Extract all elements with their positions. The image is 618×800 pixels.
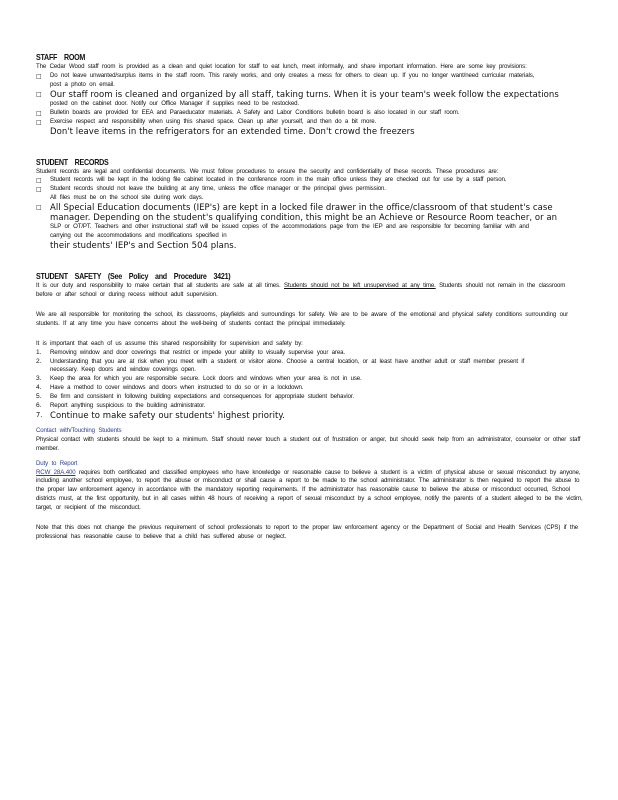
checkbox-bullet-icon: □ [36, 204, 42, 212]
rcw-link[interactable]: RCW 28A.400 [36, 468, 76, 476]
staff-room-section [36, 52, 584, 137]
list-item: □ Do not leave unwanted/surplus items in the staff room. This rarely works, and only creates a mess for others to clean up. If you no longer want/need curricular materials, post a photo on email. [36, 71, 535, 88]
contact-paragraph: Physical contact with students should be kept to a minimum. Staff should never touch a student out of frustration or anger, but should seek help from an administrator, counselor or other staff member. [36, 435, 581, 452]
student-safety-section [36, 271, 584, 542]
checkbox-bullet-icon: □ [36, 186, 42, 194]
student-records-section [36, 157, 584, 252]
list-item: 3. Keep the area for which you are responsible secure. Lock doors and windows when your area is not in use. [36, 375, 362, 383]
safety-paragraph-3: It is important that each of us assume this shared responsibility for supervision and safety by: [36, 339, 303, 347]
list-item: 6. Report anything suspicious to the building administrator. [36, 402, 206, 410]
student-records-heading: STUDENT RECORDS [36, 156, 109, 167]
list-item: □ Bulletin boards are provided for EEA and Paraeducator materials. A Safety and Labor Conditions bulletin board is also located in our staff room. [36, 108, 460, 117]
safety-paragraph-2: We are all responsible for monitoring the school, its classrooms, playfields and surroundings for safety. We are to be aware of the emotional and physical safety conditions surrounding our students. If at any time you have concerns about the well-being of students contact the principal immediately. [36, 310, 569, 327]
list-item: 2. Understanding that you are at risk when you meet with a student or visitor alone. Choose a central location, or at least have another adult or staff member present if necessary. Keep doors and window coverings open. [36, 357, 525, 374]
duty-paragraph: RCW 28A.400 requires both certificated and classified employees who have knowledge or reasonable cause to believe a student is a victim of physical abuse or sexual misconduct by anyone, including another school employee, to report the abuse or misconduct or shall cause a report to be made to the school administrator. The administrator is then required to report the abuse to the proper law enforcement agency in accordance with the mandatory reporting requirements. If the administrator has reasonable cause to believe the abuse or misconduct occurred, School districts must, at the first opportunity, but in all cases within 48 hours of receiving a report of sexual misconduct by a school employee, notify the parents of a student alleged to be the victim, target, or recipient of the misconduct. [36, 468, 583, 512]
checkbox-bullet-icon: □ [36, 72, 42, 80]
list-item: □ All Special Education documents (IEP's) are kept in a locked file drawer in the office/classroom of that student's case manager. Depending on the student's qualifying condition, this might be an Achieve or Resource Room teacher, or an SLP or OT/PT. Teachers and other instructional staff will be issued copies of the accommodations page from the IEP and are responsible for becoming familiar with and carrying out the accommodations and modifications specified in their students' IEP's and Section 504 plans. [36, 203, 558, 252]
staff-room-intro: The Cedar Wood staff room is provided as a clean and quiet location for staff to eat lunch, meet informally, and share important information. Here are some key provisions: [36, 63, 527, 70]
list-item: □ Student records should not leave the building at any time, unless the office manager or the principal gives permission. All files must be on the school site during work days. [36, 185, 386, 202]
list-item: □ Student records will be kept in the locking file cabinet located in the conference room in the main office unless they are checked out for use by a staff person. [36, 176, 507, 185]
list-item: □ Exercise respect and responsibility when using this shared space. Clean up after yourself, and then do a bit more. Don't leave items in the refrigerators for an extended time. Don't crowd the freezers [36, 117, 415, 137]
list-item: □ Our staff room is cleaned and organized by all staff, taking turns. When it is your team's week follow the expectations posted on the cabinet door. Notify our Office Manager if supplies need to be restocked. [36, 89, 559, 107]
list-item: 1. Removing window and door coverings that restrict or impede your ability to visually supervise your area. [36, 348, 345, 356]
student-safety-heading: STUDENT SAFETY (See Policy and Procedure 3421) [36, 271, 231, 282]
list-item: 5. Be firm and consistent in following building expectations and consequences for appropriate student behavior. [36, 393, 354, 401]
contact-heading: Contact with/Touching Students [36, 426, 122, 434]
safety-paragraph-1: It is our duty and responsibility to make certain that all students are safe at all times. Students should not be left unsupervised at any time. Students should not remain in the classroom before or after school or during recess without adult supervision. [36, 282, 566, 298]
checkbox-bullet-icon: □ [36, 90, 42, 98]
document-page [36, 52, 584, 542]
student-records-intro: Student records are legal and confidential documents. We must follow procedures to ensure the security and confidentiality of these records. These procedures are: [36, 167, 499, 175]
list-item: 4. Have a method to cover windows and doors when instructed to do so or in a lockdown. [36, 384, 304, 392]
note-paragraph: Note that this does not change the previous requirement of school professionals to report to the proper law enforcement agency or the Department of Social and Health Services (CPS) if the professional has reasonable cause to believe that a child has suffered abuse or neglect. [36, 524, 579, 540]
duty-heading: Duty to Report [36, 459, 78, 467]
checkbox-bullet-icon: □ [36, 109, 42, 117]
safety-list [36, 349, 584, 421]
list-item: 7. Continue to make safety our students' highest priority. [36, 410, 286, 421]
staff-room-heading: STAFF ROOM [36, 52, 86, 62]
checkbox-bullet-icon: □ [36, 177, 42, 185]
checkbox-bullet-icon: □ [36, 118, 42, 126]
